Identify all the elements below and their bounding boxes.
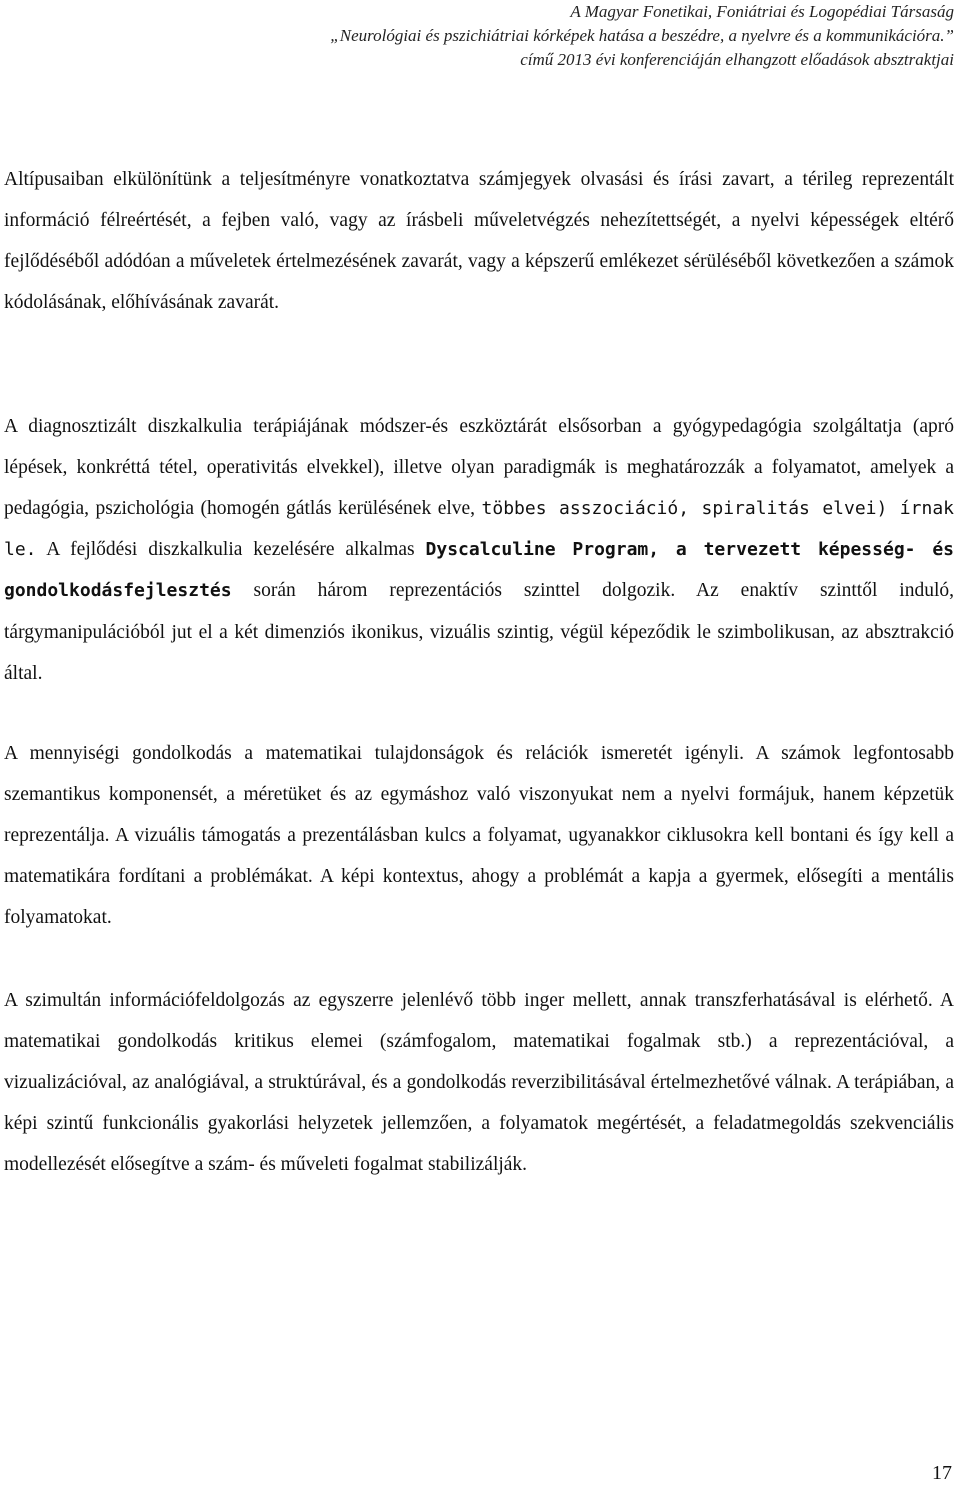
paragraph-simultaneous-processing: A szimultán információfeldolgozás az egyszerre jelenlévő több inger mellett, annak transzferhatásával is elérhető. A matematikai gondolkodás kritikus elemei (számfogalom, matematikai fogalmak stb.) a reprezentációval, a vizualizációval, az analógiával, a struktúrával, és a gondolkodás reverzibilitásával értelmezhetővé válnak. A terápiában, a képi szintű funkcionális gyakorlási helyzetek jellemzően, a folyamatok megértését, a feladatmegoldás szekvenciális modellezését elősegítve a szám- és műveleti fogalmat stabilizálják.: [4, 989, 954, 1176]
header-society-line: A Magyar Fonetikai, Foniátriai és Logopédiai Társaság: [570, 2, 954, 21]
page-header: [54, 0, 954, 72]
paragraph-quantitative-thinking: A mennyiségi gondolkodás a matematikai tulajdonságok és relációk ismeretét igényli. A számok legfontosabb szemantikus komponensét, a méretüket és az egymáshoz való viszonyukat nem a nyelvi formájuk, hanem képzetük reprezentálja. A vizuális támogatás a prezentálásban kulcs a folyamat, ugyanakkor ciklusokra kell bontani és így kell a matematikára fordítani a problémákat. A képi kontextus, ahogy a problémát a kapja a gyermek, elősegíti a mentális folyamatokat.: [4, 742, 954, 929]
therapy-text-end: során három reprezentációs szinttel dolgozik. Az enaktív szinttől induló, tárgymanipulációból jut el a két dimenziós ikonikus, vizuális szintig, végül képeződik le szimbolikusan, az absztrakció által.: [4, 580, 954, 684]
header-abstracts-line: című 2013 évi konferenciáján elhangzott előadások absztraktjai: [520, 50, 954, 69]
page-number: 17: [932, 1462, 952, 1484]
header-conference-title: „Neurológiai és pszichiátriai kórképek hatása a beszédre, a nyelvre és a kommunikációra.”: [330, 26, 954, 45]
paragraph-subtypes: Altípusaiban elkülönítünk a teljesítményre vonatkoztatva számjegyek olvasási és írási zavart, a térileg reprezentált információ félreértését, a fejben való, vagy az írásbeli műveletvégzés nehezítettségét, a nyelvi képességek eltérő fejlődéséből adódóan a műveletek értelmezésének zavarát, vagy a képszerű emlékezet sérüléséből következően a számok kódolásának, előhívásának zavarát.: [4, 168, 954, 314]
paragraph-therapy: [4, 406, 954, 694]
therapy-text-principles: többes asszociáció, spiralitás elvei) írnak le.: [4, 497, 954, 561]
therapy-text-middle: A fejlődési diszkalkulia kezelésére alkalmas: [36, 539, 426, 561]
therapy-text-intro: A diagnosztizált diszkalkulia terápiájának módszer-és eszköztárát elsősorban a gyógypedagógia szolgáltatja (apró lépések, konkréttá tétel, operativitás elvekkel), illetve olyan paradigmák is meghatározzák a folyamatot, amelyek a pedagógia, pszichológia (homogén gátlás kerülésének elve,: [4, 415, 954, 519]
dyscalculine-program-name: Dyscalculine Program, a tervezett képesség- és gondolkodásfejlesztés: [4, 539, 955, 602]
